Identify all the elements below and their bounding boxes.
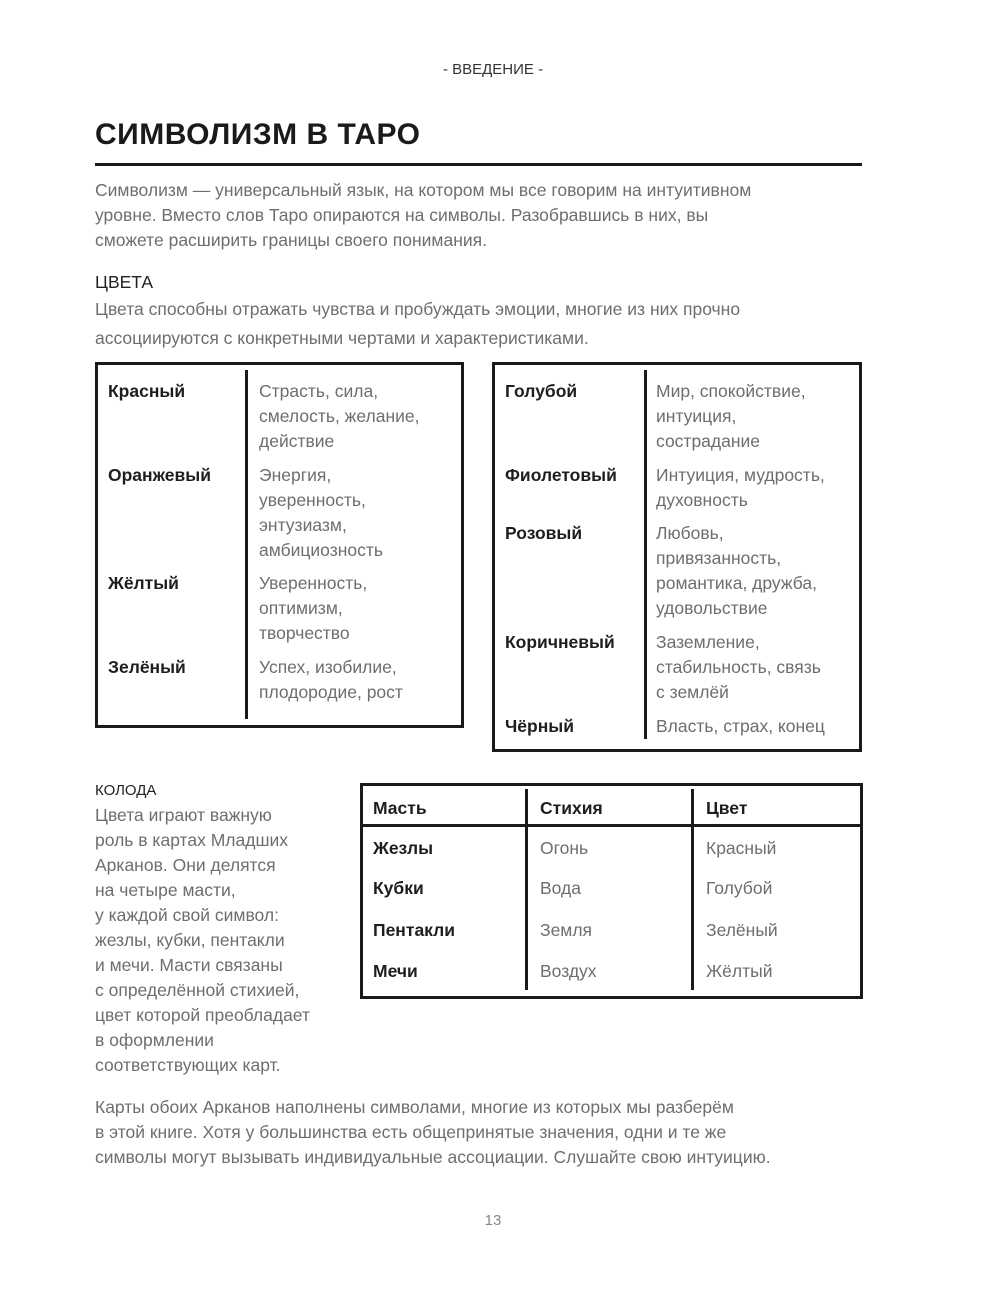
text-line: в этой книге. Хотя у большинства есть общепринятые значения, одни и те же <box>95 1122 727 1142</box>
color-name: Голубой <box>505 381 578 401</box>
text-line: жезлы, кубки, пентакли <box>95 930 285 950</box>
closing-paragraph <box>95 1095 771 1170</box>
text-line: с определённой стихией, <box>95 980 300 1000</box>
text-line: романтика, дружба, <box>656 573 817 593</box>
text-line: оптимизм, <box>259 598 343 618</box>
suit-element: Земля <box>540 920 593 940</box>
text-line: сострадание <box>656 431 761 451</box>
suit-color: Жёлтый <box>706 961 773 981</box>
color-meaning <box>656 379 806 454</box>
text-line: Цвета играют важную <box>95 805 272 825</box>
suit-color: Голубой <box>706 878 773 898</box>
color-meaning <box>656 630 821 705</box>
text-line: действие <box>259 431 335 451</box>
suits-table <box>360 783 863 999</box>
color-meaning <box>656 463 825 513</box>
text-line: на четыре масти, <box>95 880 236 900</box>
text-line: Заземление, <box>656 632 760 652</box>
text-line: сможете расширить границы своего понимания. <box>95 230 487 250</box>
color-meaning <box>656 521 817 621</box>
text-line: Уверенность, <box>259 573 368 593</box>
deck-paragraph <box>95 803 310 1078</box>
title-divider <box>95 163 862 166</box>
column-header: Стихия <box>540 798 603 818</box>
color-meaning <box>259 655 403 705</box>
suit-element: Воздух <box>540 961 597 981</box>
suit-element: Огонь <box>540 838 589 858</box>
text-line: Интуиция, мудрость, <box>656 465 825 485</box>
colors-heading: ЦВЕТА <box>95 272 154 292</box>
color-meaning <box>259 379 420 454</box>
color-name: Розовый <box>505 523 583 543</box>
text-line: уверенность, <box>259 490 366 510</box>
text-line: творчество <box>259 623 350 643</box>
suit-color: Красный <box>706 838 777 858</box>
text-line: плодородие, рост <box>259 682 403 702</box>
color-meaning <box>656 714 825 739</box>
text-line: у каждой свой символ: <box>95 905 279 925</box>
text-line: Карты обоих Арканов наполнены символами, многие из которых мы разберём <box>95 1097 734 1117</box>
text-line: Символизм — универсальный язык, на котором мы все говорим на интуитивном <box>95 180 752 200</box>
column-header: Цвет <box>706 798 748 818</box>
color-meaning <box>259 571 367 646</box>
text-line: амбициозность <box>259 540 384 560</box>
color-meaning <box>259 463 383 563</box>
color-name: Чёрный <box>505 716 574 736</box>
color-name: Коричневый <box>505 632 615 652</box>
text-line: Цвета способны отражать чувства и пробуждать эмоции, многие из них прочно <box>95 299 741 319</box>
text-line: в оформлении <box>95 1030 214 1050</box>
suit-element: Вода <box>540 878 581 898</box>
text-line: роль в картах Младших <box>95 830 289 850</box>
color-name: Зелёный <box>108 657 186 677</box>
running-header: - ВВЕДЕНИЕ - <box>442 61 544 78</box>
suit-color: Зелёный <box>706 920 778 940</box>
text-line: цвет которой преобладает <box>95 1005 310 1025</box>
text-line: Власть, страх, конец <box>656 716 825 736</box>
column-header: Масть <box>373 798 427 818</box>
column-divider <box>691 789 694 990</box>
text-line: смелость, желание, <box>259 406 420 426</box>
text-line: стабильность, связь <box>656 657 821 677</box>
text-line: Арканов. Они делятся <box>95 855 276 875</box>
text-line: с землёй <box>656 682 729 702</box>
column-divider <box>245 370 248 719</box>
text-line: и мечи. Масти связаны <box>95 955 283 975</box>
text-line: Мир, спокойствие, <box>656 381 806 401</box>
color-name: Фиолетовый <box>505 465 617 485</box>
text-line: Страсть, сила, <box>259 381 379 401</box>
color-name: Жёлтый <box>108 573 179 593</box>
suit-name: Жезлы <box>373 838 434 858</box>
text-line: ассоциируются с конкретными чертами и характеристиками. <box>95 328 589 348</box>
text-line: интуиция, <box>656 406 737 426</box>
column-divider <box>525 789 528 990</box>
text-line: Любовь, <box>656 523 724 543</box>
text-line: привязанность, <box>656 548 782 568</box>
text-line: соответствующих карт. <box>95 1055 281 1075</box>
suit-name: Пентакли <box>373 920 456 940</box>
text-line: символы могут вызывать индивидуальные ассоциации. Слушайте свою интуицию. <box>95 1147 771 1167</box>
intro-paragraph <box>95 178 751 253</box>
suit-name: Кубки <box>373 878 424 898</box>
deck-heading: КОЛОДА <box>95 782 157 799</box>
color-name: Красный <box>108 381 186 401</box>
column-divider <box>644 370 647 739</box>
text-line: уровне. Вместо слов Таро опираются на символы. Разобравшись в них, вы <box>95 205 709 225</box>
page-number: 13 <box>484 1212 502 1229</box>
header-divider <box>360 824 863 827</box>
suit-name: Мечи <box>373 961 418 981</box>
text-line: Успех, изобилие, <box>259 657 397 677</box>
text-line: Энергия, <box>259 465 332 485</box>
colors-paragraph <box>95 295 740 353</box>
text-line: удовольствие <box>656 598 768 618</box>
text-line: энтузиазм, <box>259 515 347 535</box>
page-title: СИМВОЛИЗМ В ТАРО <box>95 118 421 151</box>
text-line: духовность <box>656 490 748 510</box>
color-name: Оранжевый <box>108 465 211 485</box>
